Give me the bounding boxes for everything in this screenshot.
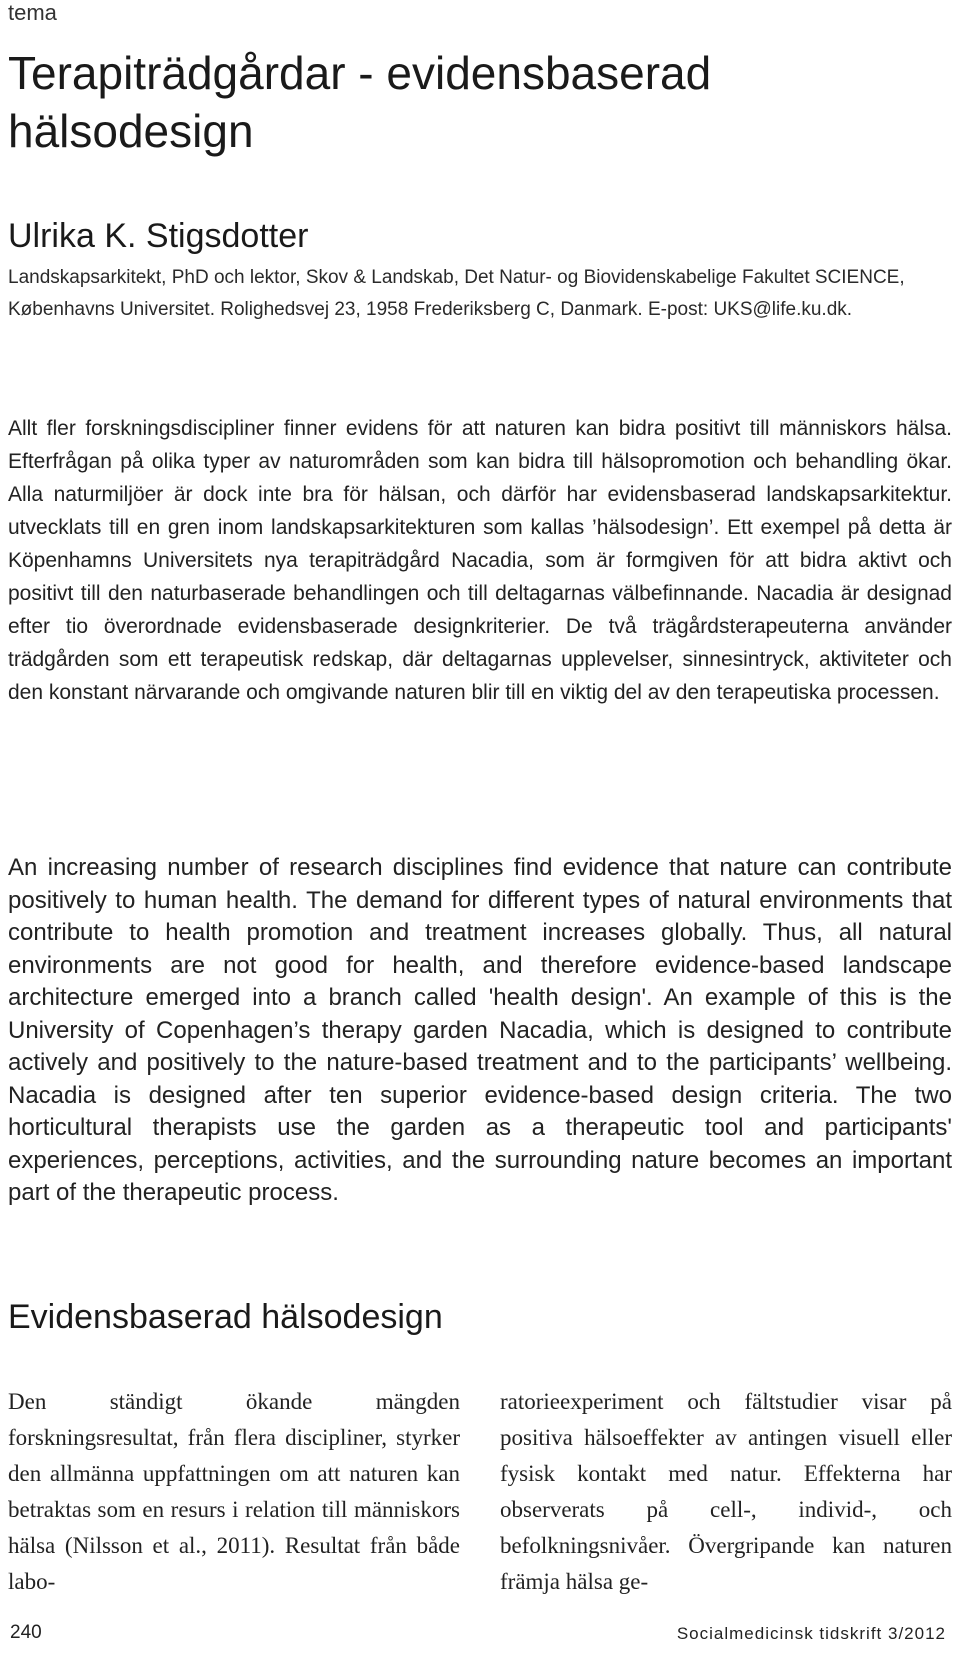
abstract-swedish: Allt fler forskningsdiscipliner finner evidens för att naturen kan bidra positivt till människors hälsa. Efterfrågan på olika typer av naturområden som kan bidra till hälsopromotion och behandling ökar. Alla naturmiljöer är dock inte bra för hälsan, och därför har evidensbaserad landskapsarkitektur. utvecklats till en gren inom landskapsarkitekturen som kallas ’hälsodesign’. Ett exempel på detta är Köpenhamns Universitets nya terapiträdgård Nacadia, som är formgiven för att bidra aktivt och positivt till den naturbaserade behandlingen och till deltagarnas välbefinnande. Nacadia är designad efter tio överordnade evidensbaserade designkriterier. De två trägårdsterapeuterna använder trädgården som ett terapeutisk redskap, där deltagarnas upplevelser, sinnesintryck, aktiviteter och den konstant närvarande och omgivande naturen blir till en viktig del av den terapeutiska processen.	[8, 417, 952, 704]
author-affiliation: Landskapsarkitekt, PhD och lektor, Skov & Landskab, Det Natur- og Biovidenskabelige Fakultet SCIENCE, Københavns Universitet. Rolighedsvej 23, 1958 Frederiksberg C, Danmark. E-post: UKS@life.ku.dk.	[8, 267, 905, 320]
section-heading: Evidensbaserad hälsodesign	[8, 1298, 443, 1336]
author-name: Ulrika K. Stigsdotter	[8, 217, 309, 255]
section-tag: tema	[8, 0, 57, 25]
journal-name: Socialmedicinsk tidskrift 3/2012	[676, 1624, 946, 1643]
page-number: 240	[10, 1622, 42, 1643]
article-title: Terapiträdgårdar - evidensbaserad hälsodesign	[8, 47, 712, 157]
body-column-right: ratorieexperiment och fältstudier visar på positiva hälsoeffekter av antingen visuell eller fysisk kontakt med natur. Effekterna har observerats på cell-, individ-, och befolkningsnivåer. Övergripande kan naturen främja hälsa ge-	[500, 1389, 952, 1594]
abstract-english: An increasing number of research disciplines find evidence that nature can contribute positively to human health. The demand for different types of natural environments that contribute to health promotion and treatment increases globally. Thus, all natural environments are not good for health, and therefore evidence-based landscape architecture emerged into a branch called 'health design'. An example of this is the University of Copenhagen’s therapy garden Nacadia, which is designed to contribute actively and positively to the nature-based treatment and to the participants’ wellbeing. Nacadia is designed after ten superior evidence-based design criteria. The two horticultural therapists use the garden as a therapeutic tool and participants' experiences, perceptions, activities, and the surrounding nature becomes an important part of the therapeutic process.	[8, 854, 952, 1206]
body-column-left: Den ständigt ökande mängden forskningsresultat, från flera discipliner, styrker den allmänna uppfattningen om att naturen kan betraktas som en resurs i relation till människors hälsa (Nilsson et al., 2011). Resultat från både labo-	[8, 1389, 460, 1594]
